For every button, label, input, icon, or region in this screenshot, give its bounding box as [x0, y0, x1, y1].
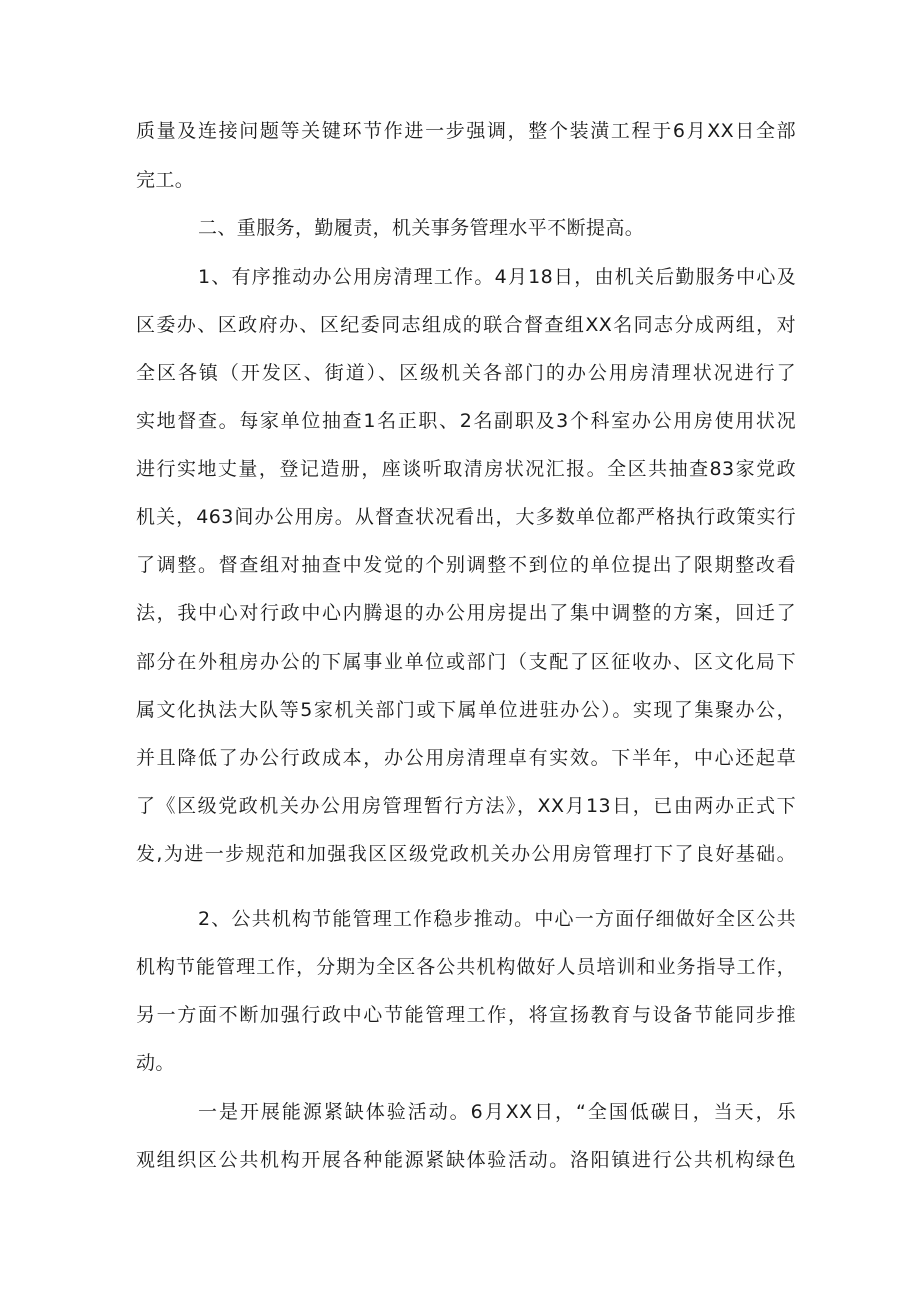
section-heading: 二、重服务，勤履责，机关事务管理水平不断提高。 — [198, 217, 645, 239]
text-line: 完工。 — [136, 169, 195, 191]
text-line: 质量及连接问题等关键环节作进一步强调，整个装潢工程于6月XX日全部 — [136, 120, 796, 142]
text-line: 机构节能管理工作，分期为全区各公共机构做好人员培训和业务指导工作， — [136, 956, 796, 978]
text-line: 另一方面不断加强行政中心节能管理工作，将宣扬教育与设备节能同步推 — [136, 1004, 796, 1026]
text-line: 动。 — [136, 1052, 175, 1074]
text-line: 区委办、区政府办、区纪委同志组成的联合督查组XX名同志分成两组，对 — [136, 314, 796, 336]
text-line: 法，我中心对行政中心内腾退的办公用房提出了集中调整的方案，回迁了 — [136, 602, 796, 624]
text-line: 属文化执法大队等5家机关部门或下属单位进驻办公）。实现了集聚办公， — [136, 699, 796, 721]
text-line: 部分在外租房办公的下属事业单位或部门（支配了区征收办、区文化局下 — [136, 651, 796, 673]
paragraph-start: 1、有序推动办公用房清理工作。4月18日，由机关后勤服务中心及 — [198, 266, 796, 288]
text-line: 并且降低了办公行政成本，办公用房清理卓有实效。下半年，中心还起草 — [136, 747, 796, 769]
text-line: 全区各镇（开发区、街道）、区级机关各部门的办公用房清理状况进行了 — [136, 362, 796, 384]
paragraph-start: 2、公共机构节能管理工作稳步推动。中心一方面仔细做好全区公共 — [198, 908, 796, 930]
text-line: 发,为进一步规范和加强我区区级党政机关办公用房管理打下了良好基础。 — [136, 843, 796, 865]
text-line: 机关，463间办公用房。从督查状况看出，大多数单位都严格执行政策实行 — [136, 506, 796, 528]
text-line: 进行实地丈量，登记造册，座谈听取清房状况汇报。全区共抽查83家党政 — [136, 458, 796, 480]
text-line: 观组织区公共机构开展各种能源紧缺体验活动。洛阳镇进行公共机构绿色 — [136, 1149, 796, 1171]
text-line: 实地督查。每家单位抽查1名正职、2名副职及3个科室办公用房使用状况 — [136, 410, 796, 432]
paragraph-start: 一是开展能源紧缺体验活动。6月XX日，“全国低碳日，当天，乐 — [198, 1101, 796, 1123]
text-line: 了调整。督查组对抽查中发觉的个别调整不到位的单位提出了限期整改看 — [136, 554, 796, 576]
text-line: 了《区级党政机关办公用房管理暂行方法》，XX月13日，已由两办正式下 — [136, 795, 796, 817]
